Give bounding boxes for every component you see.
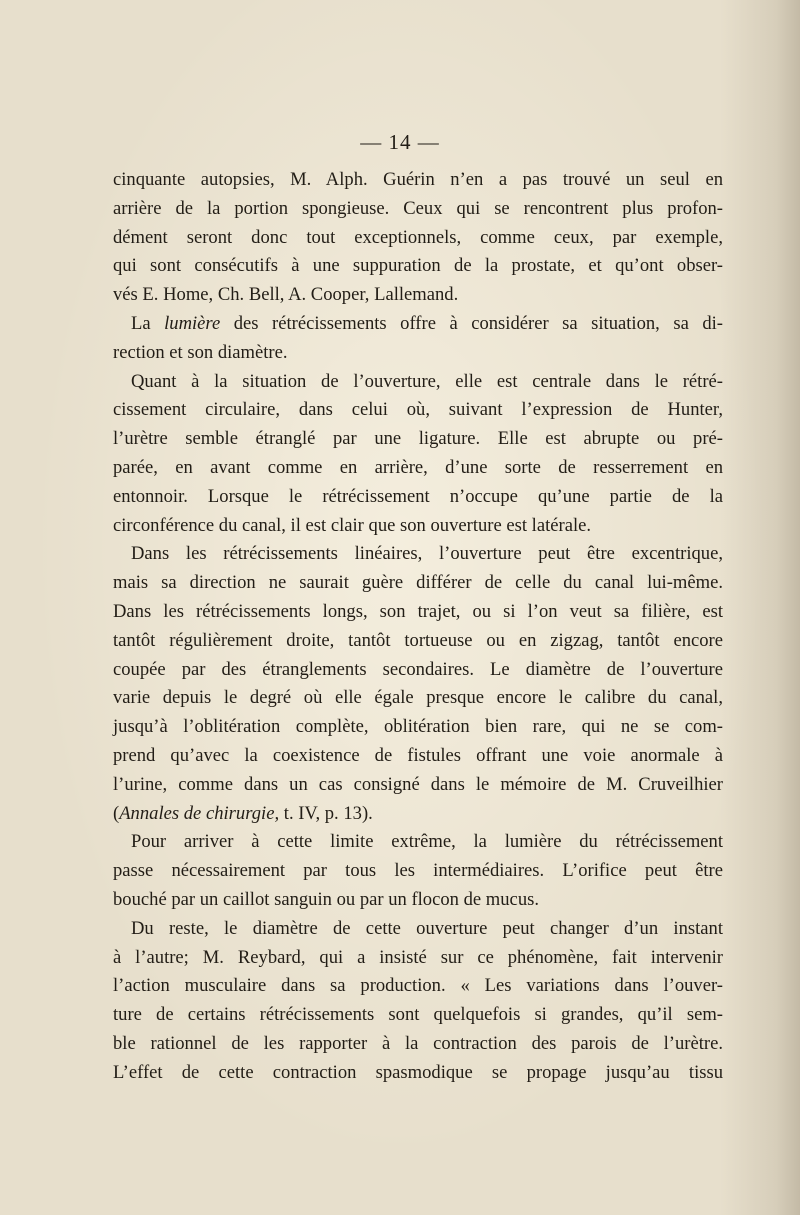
- text-segment: qui sont consécutifs à une suppuration de la prostate, et qu’ont obser-: [113, 255, 723, 277]
- text-segment: jusqu’à l’oblitération complète, oblitération bien rare, qui ne se com-: [113, 716, 723, 738]
- text-segment: l’urètre semble étranglé par une ligature. Elle est abrupte ou pré-: [113, 428, 723, 450]
- text-segment: L’effet de cette contraction spasmodique se propage jusqu’au tissu: [113, 1061, 723, 1083]
- text-segment: l’action musculaire dans sa production. « Les variations dans l’ouver-: [113, 975, 723, 997]
- text-line: [113, 1001, 723, 1030]
- text-segment: parée, en avant comme en arrière, d’une sorte de resserrement en: [113, 456, 723, 478]
- page-number: — 14 —: [360, 130, 440, 154]
- text-line: [113, 944, 723, 973]
- text-line: [113, 195, 723, 224]
- text-segment: mais sa direction ne saurait guère différer de celle du canal lui-même.: [113, 572, 723, 594]
- text-segment: cissement circulaire, dans celui où, suivant l’expression de Hunter,: [113, 399, 723, 421]
- text-line: [113, 1030, 723, 1059]
- text-segment: dément seront donc tout exceptionnels, comme ceux, par exemple,: [113, 226, 723, 248]
- body-text: [113, 166, 723, 1088]
- text-segment: arrière de la portion spongieuse. Ceux qui se rencontrent plus profon-: [113, 197, 723, 219]
- text-segment: ture de certains rétrécissements sont quelquefois si grandes, qu’il sem-: [113, 1004, 723, 1026]
- text-segment: prend qu’avec la coexistence de fistules offrant une voie anormale à: [113, 744, 723, 766]
- text-line: [113, 598, 723, 627]
- text-line: [113, 310, 723, 339]
- text-line: [113, 828, 723, 857]
- text-line: [113, 540, 723, 569]
- text-line: [113, 684, 723, 713]
- text-line: [113, 1059, 723, 1088]
- text-segment: rection et son diamètre.: [113, 341, 288, 363]
- text-line: [113, 886, 723, 915]
- text-segment: Quant à la situation de l’ouverture, elle est centrale dans le rétré-: [131, 370, 723, 392]
- italic-segment: lumière: [164, 312, 221, 334]
- text-segment: Dans les rétrécissements longs, son trajet, ou si l’on veut sa filière, est: [113, 600, 723, 622]
- text-line: [113, 483, 723, 512]
- text-line: [113, 569, 723, 598]
- text-segment: vés E. Home, Ch. Bell, A. Cooper, Lallemand.: [113, 284, 459, 306]
- text-line: [113, 512, 723, 541]
- text-segment: circonférence du canal, il est clair que son ouverture est latérale.: [113, 514, 592, 536]
- text-segment: t. IV, p. 13).: [279, 802, 373, 824]
- text-line: [113, 339, 723, 368]
- text-line: [113, 771, 723, 800]
- text-segment: passe nécessairement par tous les intermédiaires. L’orifice peut être: [113, 860, 723, 882]
- text-line: [113, 166, 723, 195]
- text-line: [113, 627, 723, 656]
- text-segment: coupée par des étranglements secondaires. Le diamètre de l’ouverture: [113, 658, 723, 680]
- text-segment: La: [131, 312, 165, 334]
- text-line: [113, 915, 723, 944]
- italic-segment: Annales de chirurgie,: [119, 802, 280, 824]
- text-segment: (: [113, 802, 120, 824]
- text-line: [113, 368, 723, 397]
- text-line: [113, 656, 723, 685]
- text-line: [113, 224, 723, 253]
- text-segment: bouché par un caillot sanguin ou par un flocon de mucus.: [113, 888, 539, 910]
- text-segment: Dans les rétrécissements linéaires, l’ouverture peut être excentrique,: [131, 543, 723, 565]
- text-segment: Pour arriver à cette limite extrême, la lumière du rétrécissement: [131, 831, 723, 853]
- text-segment: varie depuis le degré où elle égale presque encore le calibre du canal,: [113, 687, 723, 709]
- text-segment: l’urine, comme dans un cas consigné dans le mémoire de M. Cruveilhier: [113, 773, 723, 795]
- text-line: [113, 857, 723, 886]
- text-line: [113, 281, 723, 310]
- text-segment: à l’autre; M. Reybard, qui a insisté sur ce phénomène, fait intervenir: [113, 946, 723, 968]
- text-segment: entonnoir. Lorsque le rétrécissement n’occupe qu’une partie de la: [113, 485, 723, 507]
- text-line: [113, 800, 723, 829]
- text-line: [113, 396, 723, 425]
- text-line: [113, 425, 723, 454]
- text-segment: cinquante autopsies, M. Alph. Guérin n’en a pas trouvé un seul en: [113, 169, 723, 190]
- text-line: [113, 742, 723, 771]
- text-line: [113, 713, 723, 742]
- text-line: [113, 454, 723, 483]
- text-segment: des rétrécissements offre à considérer sa situation, sa di-: [220, 312, 723, 334]
- text-segment: tantôt régulièrement droite, tantôt tortueuse ou en zigzag, tantôt encore: [113, 629, 723, 651]
- text-line: [113, 972, 723, 1001]
- text-line: [113, 252, 723, 281]
- text-segment: Du reste, le diamètre de cette ouverture peut changer d’un instant: [131, 917, 723, 939]
- text-segment: ble rationnel de les rapporter à la contraction des parois de l’urètre.: [113, 1032, 723, 1054]
